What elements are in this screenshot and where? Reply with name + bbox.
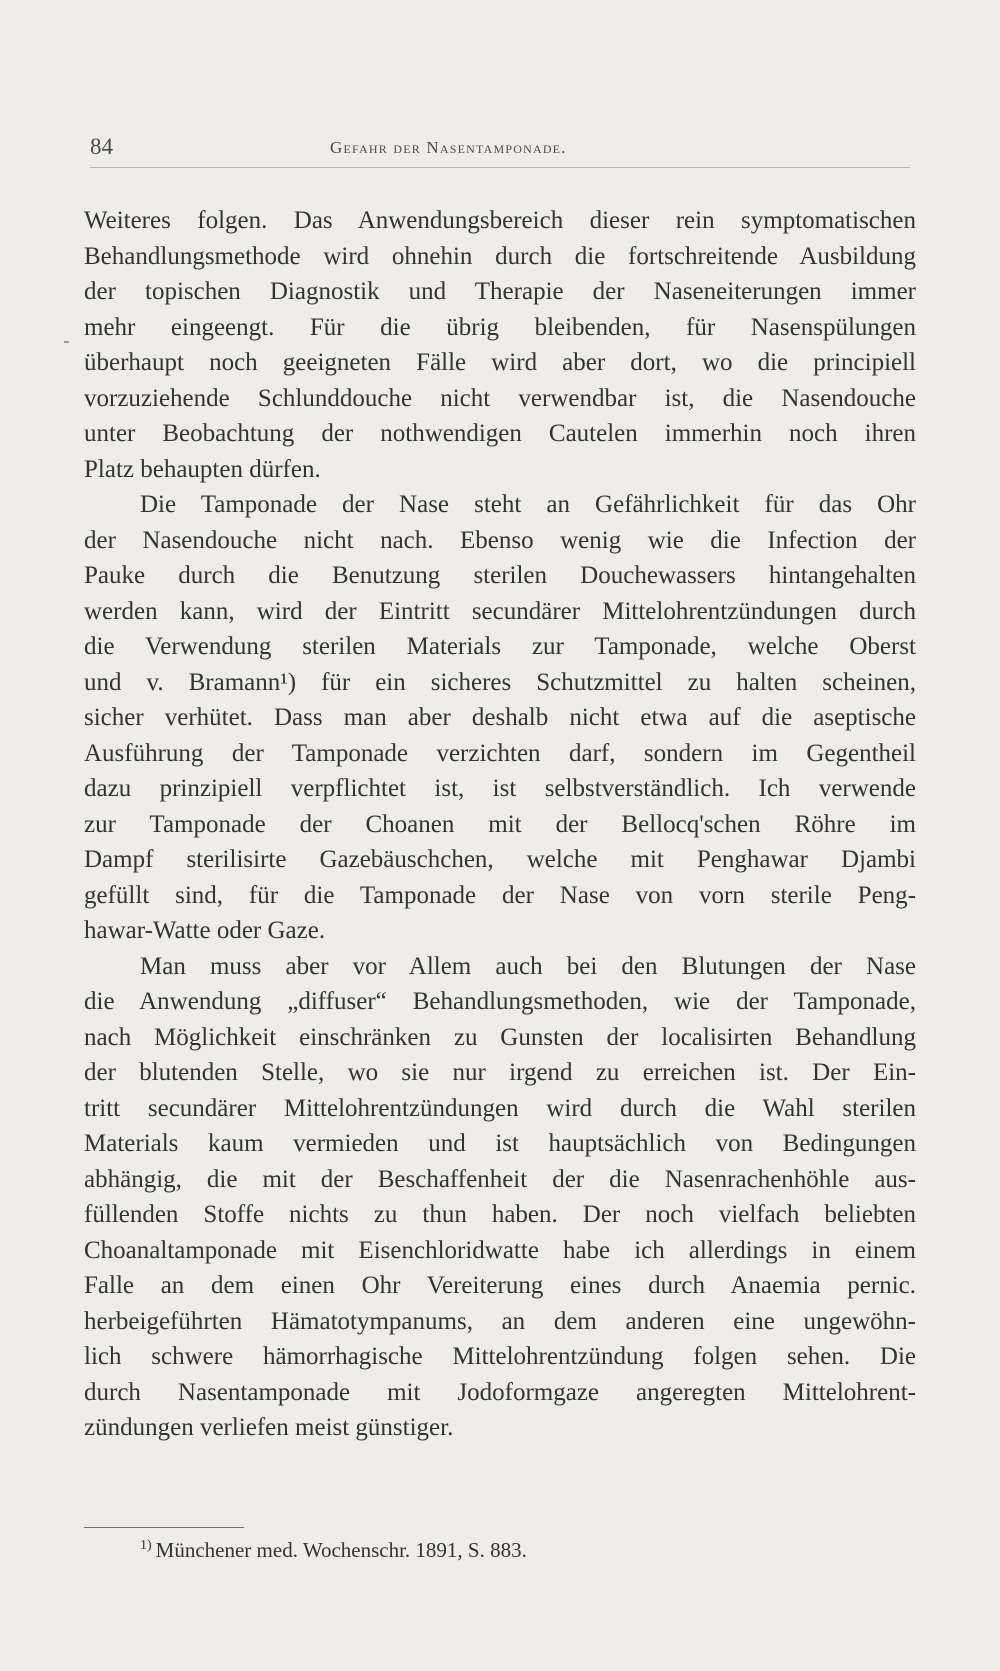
footnote-text: Münchener med. Wochenschr. 1891, S. 883. [155, 1538, 527, 1562]
text-line: der topischen Diagnostik und Therapie der Naseneiterungen immer [84, 278, 916, 305]
text-line: nach Möglichkeit einschränken zu Gunsten der localisirten Behandlung [84, 1023, 916, 1051]
text-line: der blutenden Stelle, wo sie nur irgend zu erreichen ist. Der Ein- [84, 1059, 916, 1086]
text-line: Platz behaupten dürfen. [84, 455, 321, 483]
text-line: werden kann, wird der Eintritt secundärer Mittelohrentzündungen durch [84, 597, 916, 625]
text-line: die Verwendung sterilen Materials zur Tamponade, welche Oberst [84, 633, 916, 660]
text-line: abhängig, die mit der Beschaffenheit der die Nasenrachenhöhle aus- [84, 1165, 916, 1193]
text-line: Falle an dem einen Ohr Vereiterung eines durch Anaemia pernic. [84, 1272, 916, 1299]
footnote-rule [84, 1527, 244, 1528]
footnote-marker: 1) [140, 1538, 152, 1553]
text-line: gefüllt sind, für die Tamponade der Nase von vorn sterile Peng- [84, 881, 916, 909]
text-line: die Anwendung „diffuser“ Behandlungsmethoden, wie der Tamponade, [84, 988, 916, 1015]
text-line: sicher verhütet. Dass man aber deshalb nicht etwa auf die aseptische [84, 704, 916, 731]
text-line: unter Beobachtung der nothwendigen Cautelen immerhin noch ihren [84, 420, 916, 447]
paragraph-start-line: Man muss aber vor Allem auch bei den Blutungen der Nase [140, 952, 916, 980]
text-line: zündungen verliefen meist günstiger. [84, 1414, 454, 1441]
text-line: Pauke durch die Benutzung sterilen Douchewassers hintangehalten [84, 562, 916, 589]
margin-mark [64, 341, 69, 343]
text-line: vorzuziehende Schlunddouche nicht verwendbar ist, die Nasendouche [84, 384, 916, 412]
page-header [90, 130, 910, 166]
text-line: durch Nasentamponade mit Jodoformgaze angeregten Mittelohrent- [84, 1378, 916, 1406]
text-line: dazu prinzipiell verpflichtet ist, ist selbstverständlich. Ich verwende [84, 775, 916, 802]
text-line: Dampf sterilisirte Gazebäuschchen, welche mit Penghawar Djambi [84, 846, 916, 873]
page-number: 84 [90, 134, 113, 159]
text-line: tritt secundärer Mittelohrentzündungen wird durch die Wahl sterilen [84, 1094, 916, 1122]
text-line: der Nasendouche nicht nach. Ebenso wenig wie die Infection der [84, 526, 916, 554]
text-line: herbeigeführten Hämatotympanums, an dem anderen eine ungewöhn- [84, 1307, 916, 1335]
footnote [140, 1538, 527, 1563]
paragraph-start-line: Die Tamponade der Nase steht an Gefährlichkeit für das Ohr [140, 491, 916, 518]
body-text [84, 203, 916, 1446]
text-line: lich schwere hämorrhagische Mittelohrentzündung folgen sehen. Die [84, 1343, 916, 1370]
text-line: Materials kaum vermieden und ist hauptsächlich von Bedingungen [84, 1130, 916, 1157]
text-line: Behandlungsmethode wird ohnehin durch die fortschreitende Ausbildung [84, 242, 916, 270]
text-line: Choanaltamponade mit Eisenchloridwatte habe ich allerdings in einem [84, 1236, 916, 1264]
text-line: mehr eingeengt. Für die übrig bleibenden, für Nasenspülungen [84, 313, 916, 341]
header-rule [90, 167, 910, 168]
text-line: hawar-Watte oder Gaze. [84, 917, 326, 944]
text-line: zur Tamponade der Choanen mit der Bellocq'schen Röhre im [84, 810, 916, 838]
text-line: Ausführung der Tamponade verzichten darf, sondern im Gegentheil [84, 739, 916, 767]
text-line: füllenden Stoffe nichts zu thun haben. Der noch vielfach beliebten [84, 1201, 916, 1228]
text-line: Weiteres folgen. Das Anwendungsbereich dieser rein symptomatischen [84, 207, 916, 234]
text-line: überhaupt noch geeigneten Fälle wird aber dort, wo die principiell [84, 349, 916, 376]
text-line: und v. Bramann¹) für ein sicheres Schutzmittel zu halten scheinen, [84, 668, 916, 696]
running-title: Gefahr der Nasentamponade. [330, 138, 567, 157]
